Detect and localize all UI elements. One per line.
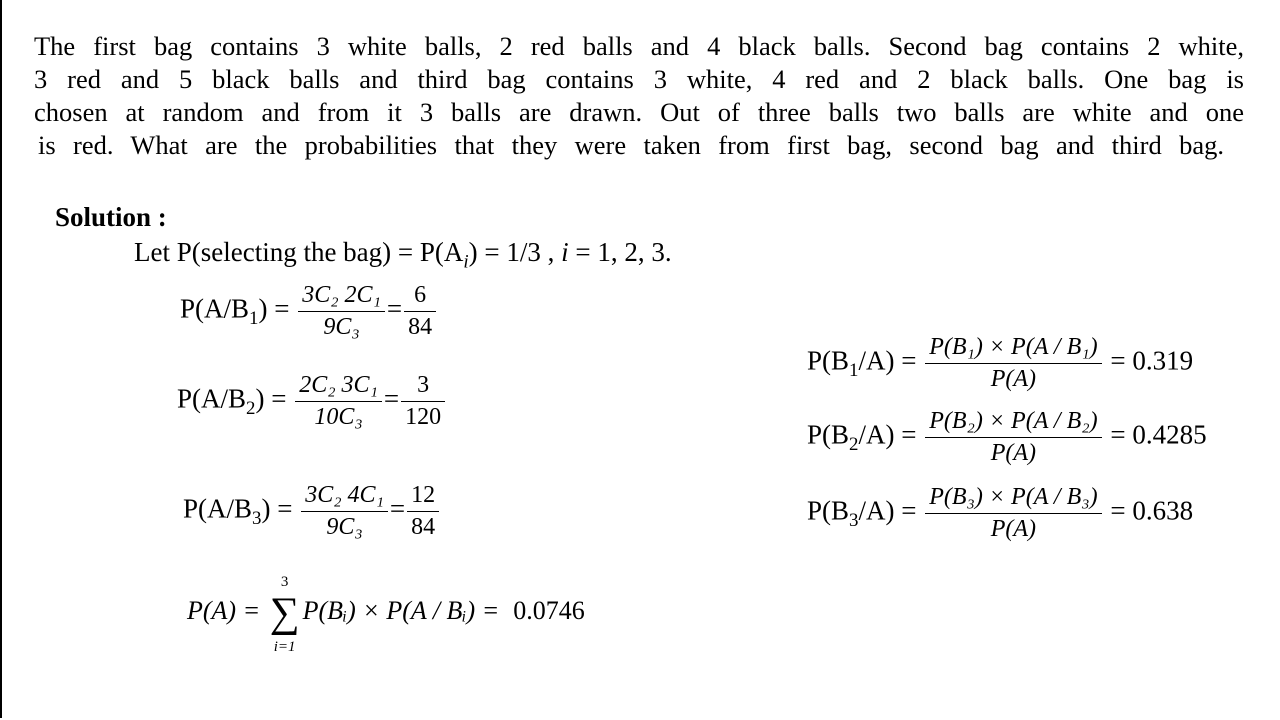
value-fraction: $\frac{3}{120}$ xyxy=(401,372,445,431)
value-fraction: $\frac{6}{84}$ xyxy=(404,282,436,341)
problem-line-2: 3 red and 5 black balls and third bag contains 3 white, 4 red and 2 black balls. One bag is xyxy=(34,64,1244,94)
problem-line-3: chosen at random and from it 3 balls are drawn. Out of three balls two balls are white and one xyxy=(34,97,1244,127)
bayes-fraction: $\frac{\text{P(B₂) × P(A / B₂)}}{P(A)}$ xyxy=(925,408,1101,467)
combination-fraction: $\frac{\text{3C₂ 4C₁}}{\text{9C₃}}$ xyxy=(301,482,388,541)
problem-line-1: The first bag contains 3 white balls, 2 red balls and 4 black balls. Second bag contains 2 white, xyxy=(34,31,1244,61)
bayes-fraction: $\frac{\text{P(B₁) × P(A / B₁)}}{P(A)}$ xyxy=(925,334,1101,393)
solution-heading: Solution : xyxy=(55,202,167,232)
likelihood-eq-1: $P(A/B_1)$ = $\frac{\text{3C₂ 2C₁}}{\text{9C₃}}$ = $\frac{6}{84}$ xyxy=(180,282,438,341)
value-fraction: $\frac{12}{84}$ xyxy=(407,482,439,541)
total-probability-value: 0.0746 xyxy=(513,595,585,625)
total-probability-eq: P(A) = 3 ∑ i=1 P(Bᵢ) × P(A / Bᵢ) = 0.0746 xyxy=(187,574,585,655)
problem-line-4: is red. What are the probabilities that they were taken from first bag, second bag and third bag. xyxy=(38,130,1224,160)
posterior-eq-3: $P(B_3/A)$ = $\frac{\text{P(B₃) × P(A / B₃)}}{P(A)}$ = 0.638 xyxy=(807,484,1194,542)
posterior-result: = 0.319 xyxy=(1110,345,1194,376)
combination-fraction: $\frac{\text{3C₂ 2C₁}}{\text{9C₃}}$ xyxy=(298,282,385,341)
posterior-eq-2: $P(B_2/A)$ = $\frac{\text{P(B₂) × P(A / B₂)}}{P(A)}$ = 0.4285 xyxy=(807,408,1207,466)
likelihood-eq-2: $P(A/B_2)$ = $\frac{\text{2C₂ 3C₁}}{\text{10C₃}}$ = $\frac{3}{120}$ xyxy=(177,372,447,431)
posterior-result: = 0.4285 xyxy=(1110,419,1207,450)
posterior-eq-1: $P(B_1/A)$ = $\frac{\text{P(B₁) × P(A / B₁)}}{P(A)}$ = 0.319 xyxy=(807,334,1194,392)
combination-fraction: $\frac{\text{2C₂ 3C₁}}{\text{10C₃}}$ xyxy=(295,372,382,431)
posterior-result: = 0.638 xyxy=(1110,495,1194,526)
bayes-fraction: $\frac{\text{P(B₃) × P(A / B₃)}}{P(A)}$ xyxy=(925,484,1101,543)
problem-statement xyxy=(34,30,1244,162)
likelihood-eq-3: $P(A/B_3)$ = $\frac{\text{3C₂ 4C₁}}{\text{9C₃}}$ = $\frac{12}{84}$ xyxy=(183,482,441,541)
prior-statement: Let P(selecting the $bag) = P(A_i) = 1/3$ , i = 1, 2, 3. xyxy=(134,237,672,273)
summation-sign: 3 ∑ i=1 xyxy=(269,574,300,655)
